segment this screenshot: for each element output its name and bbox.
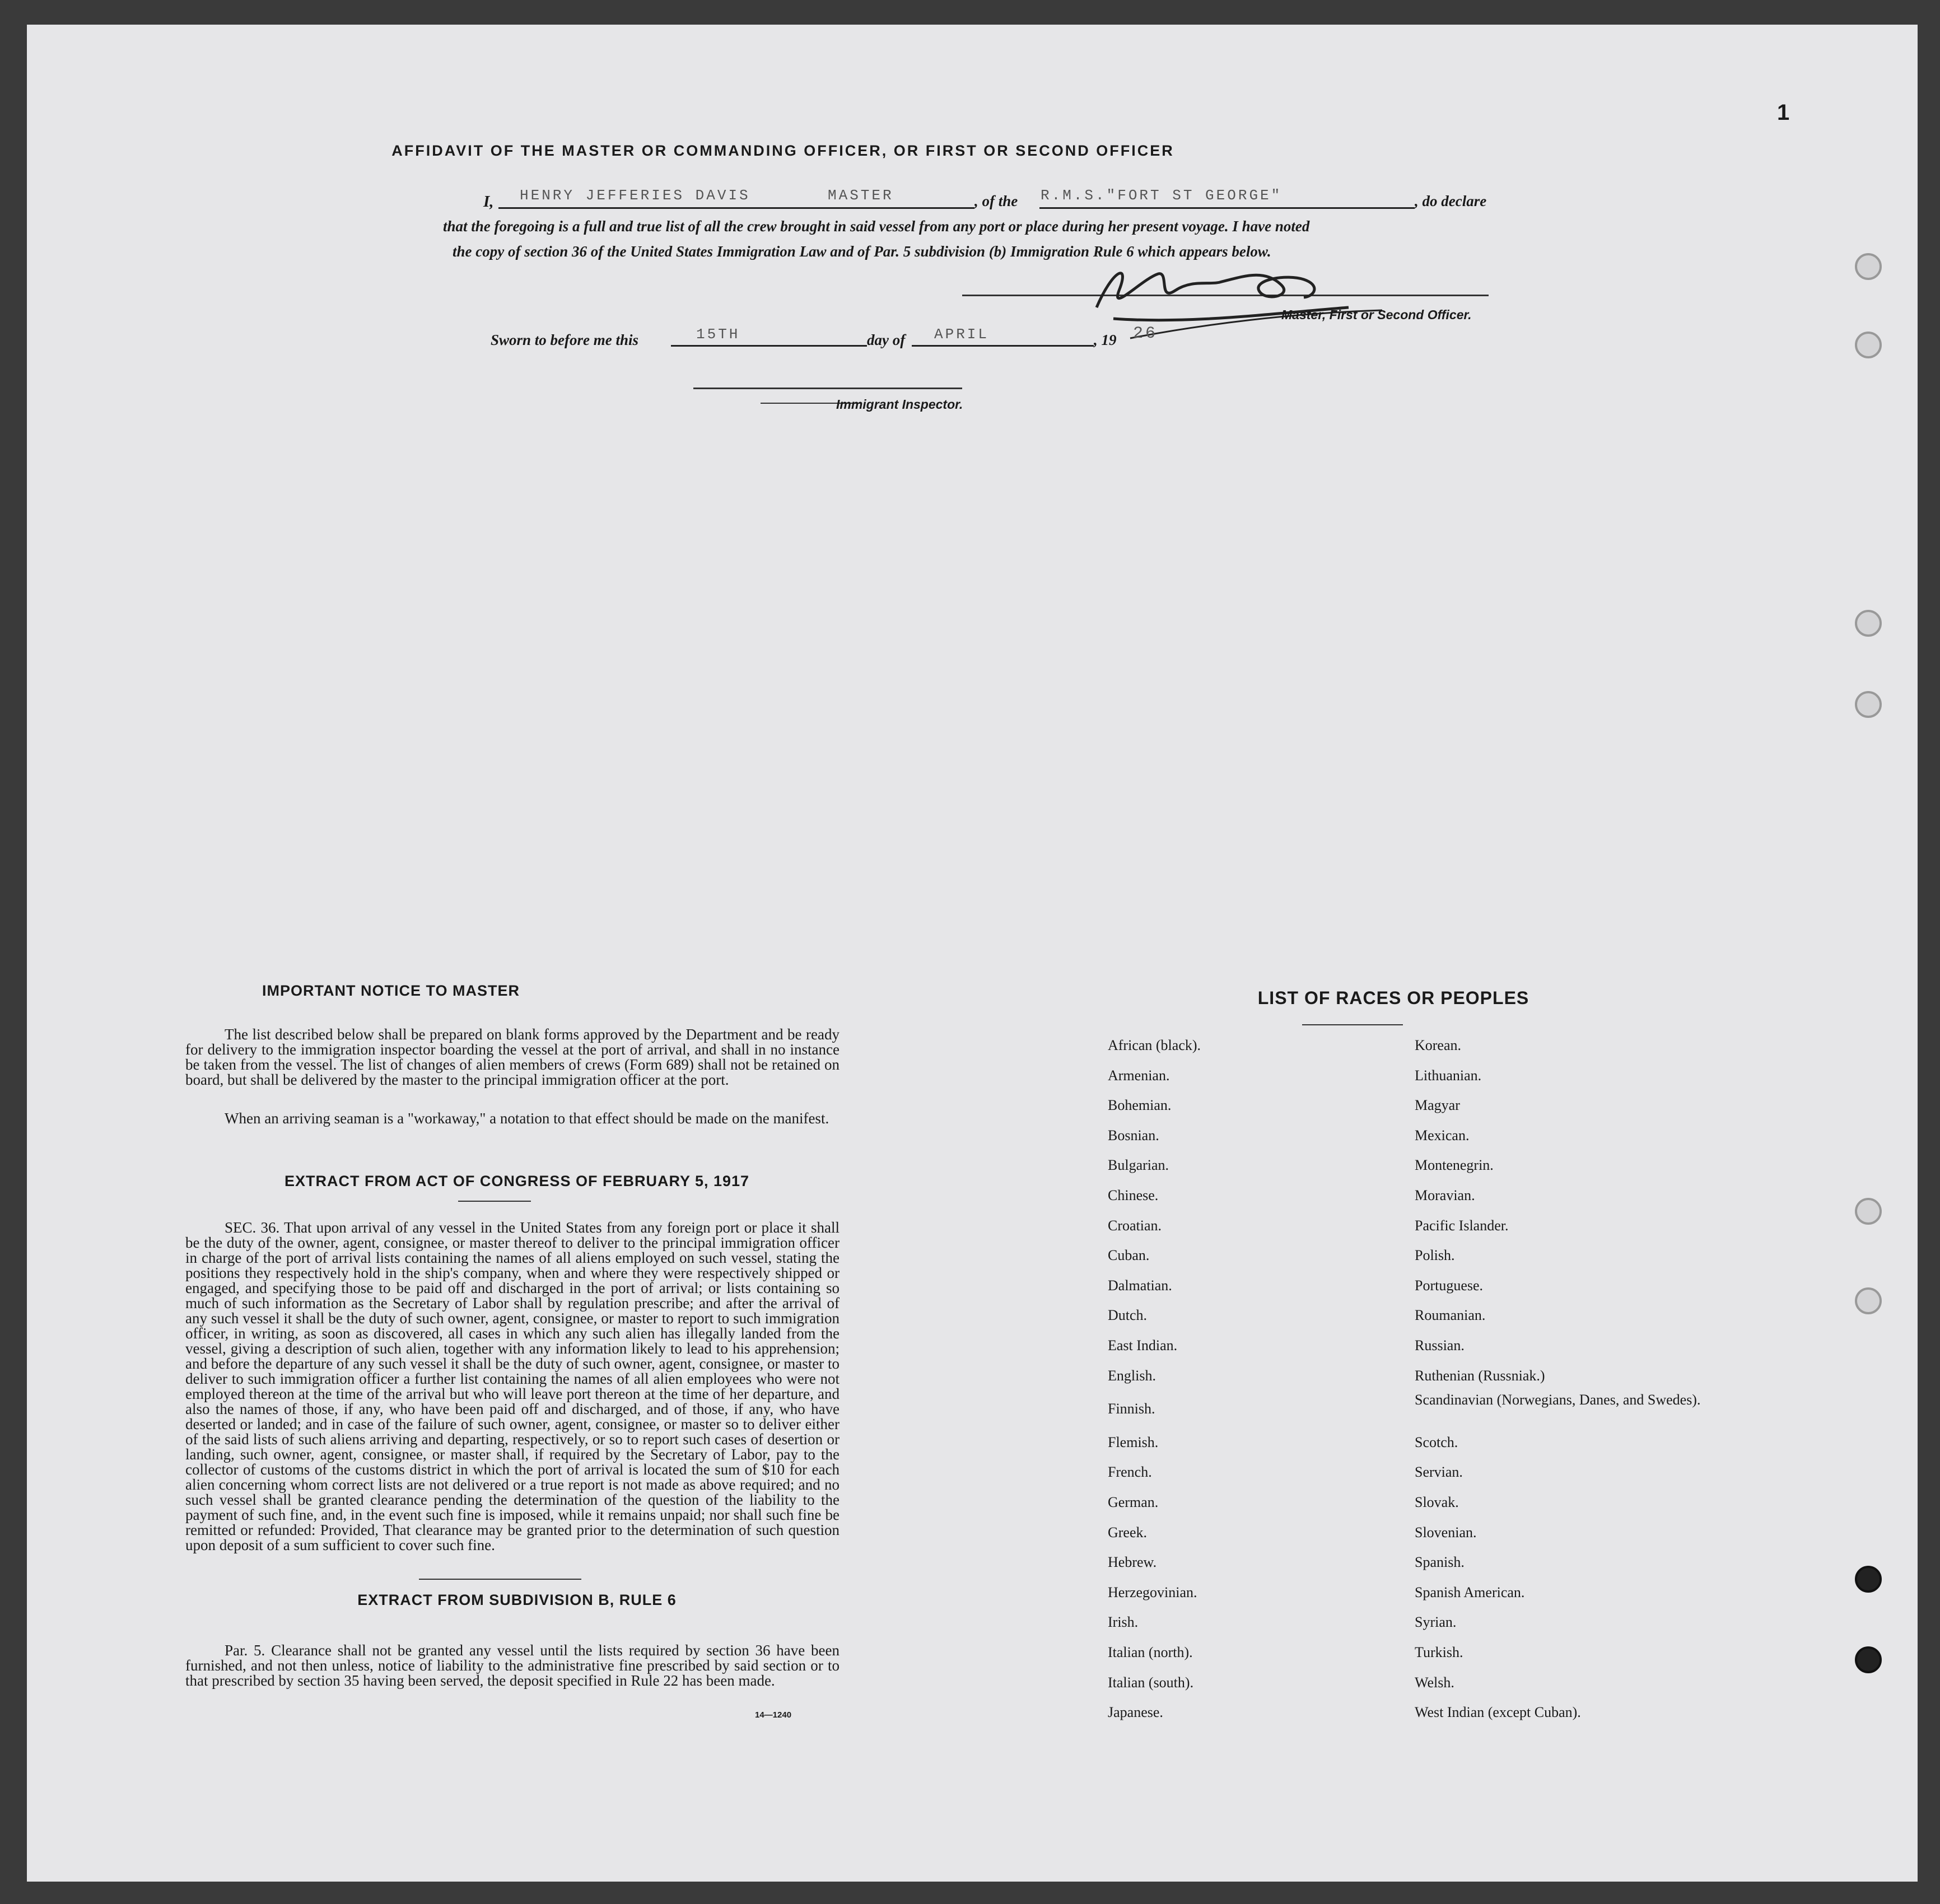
extract-2-text: Par. 5. Clearance shall not be granted any vessel until the lists required by section 36 have been furnished, and not then unless, notice of liability to the administrative fine prescribed by said section or to that prescribed by section 35 having been served, the deposit specified in Rule 22 has been made. [185, 1642, 840, 1689]
document-page [27, 25, 1918, 1882]
binding-hole [1855, 1287, 1882, 1314]
officer-rank: MASTER [828, 187, 894, 204]
race-item: Japanese. [1108, 1704, 1163, 1721]
race-item: African (black). [1108, 1037, 1201, 1053]
extract-2-title: EXTRACT FROM SUBDIVISION B, RULE 6 [357, 1592, 677, 1608]
officer-name: HENRY JEFFERIES DAVIS [520, 187, 750, 204]
race-item: Montenegrin. [1415, 1157, 1494, 1174]
race-item: Dalmatian. [1108, 1277, 1172, 1294]
declare-label: , do declare [1415, 193, 1487, 209]
day-of-label: day of [867, 332, 906, 348]
race-item: Bosnian. [1108, 1127, 1159, 1144]
race-item: German. [1108, 1494, 1159, 1510]
race-item: Servian. [1415, 1464, 1463, 1481]
race-item: Bohemian. [1108, 1097, 1172, 1114]
race-item: Chinese. [1108, 1187, 1159, 1203]
notice-paragraph-1: The list described below shall be prepared on blank forms approved by the Department and be ready for delivery to the immigration inspector boarding the vessel at the port of arrival, and shall in no instance be taken from the vessel. The list of changes of alien members of crews (Form 689) shall not be retained on board, but shall be delivered by the master to the principal immigration officer at the port. [185, 1026, 840, 1088]
race-item: Italian (south). [1108, 1674, 1194, 1691]
race-item: French. [1108, 1464, 1152, 1481]
race-item: Dutch. [1108, 1307, 1148, 1324]
race-item: Italian (north). [1108, 1644, 1193, 1660]
extract-1-title: EXTRACT FROM ACT OF CONGRESS OF FEBRUARY 5, 1917 [284, 1173, 750, 1189]
sworn-month: APRIL [934, 326, 990, 343]
inspector-signature-line [693, 388, 962, 389]
race-item: Roumanian. [1415, 1307, 1486, 1324]
race-item: Syrian. [1415, 1614, 1457, 1631]
race-item: Pacific Islander. [1415, 1217, 1509, 1234]
binding-hole [1855, 1646, 1882, 1673]
race-item: Flemish. [1108, 1434, 1159, 1450]
race-item: Irish. [1108, 1614, 1139, 1631]
race-item: Slovenian. [1415, 1524, 1477, 1541]
race-item: Polish. [1415, 1247, 1455, 1264]
affidavit-line-3: the copy of section 36 of the United States Immigration Law and of Par. 5 subdivision (b) Immigration Rule 6 which appears below. [453, 243, 1271, 260]
race-item: Turkish. [1415, 1644, 1463, 1660]
race-item: Magyar [1415, 1097, 1460, 1114]
binding-hole [1855, 1566, 1882, 1593]
year-prefix: , 19 [1094, 332, 1117, 348]
race-item: Spanish American. [1415, 1584, 1525, 1600]
binding-hole [1855, 253, 1882, 280]
race-item: Armenian. [1108, 1067, 1170, 1084]
race-item: Finnish. [1108, 1401, 1155, 1417]
races-title: LIST OF RACES OR PEOPLES [1257, 988, 1529, 1008]
affidavit-line-2: that the foregoing is a full and true list of all the crew brought in said vessel from any port or place during her present voyage. I have noted [443, 218, 1310, 235]
notice-title: IMPORTANT NOTICE TO MASTER [262, 982, 520, 999]
race-item: Russian. [1415, 1337, 1465, 1354]
binding-hole [1855, 691, 1882, 718]
race-item: Portuguese. [1415, 1277, 1484, 1294]
extract-1-text: SEC. 36. That upon arrival of any vessel in the United States from any foreign port or place it shall be the duty of the owner, agent, consignee, or master thereof to deliver to the principal immigration officer in charge of the port of arrival lists containing the names of all aliens employed on such vessel, stating the positions they respectively hold in the ship's company, when and where they were respectively shipped or engaged, and specifying those to be paid off and discharged in the port of arrival; or lists containing so much of such information as the Secretary of Labor shall by regulation prescribe; and after the arrival of any such vessel it shall be the duty of such owner, agent, consignee, or master to report to such immigration officer, in writing, as soon as discovered, all cases in which any such alien has illegally landed from the vessel, giving a description of such alien, together with any information likely to lead to his apprehension; and before the departure of any such vessel it shall be the duty of such owner, agent, consignee, or master to deliver to such immigration officer a further list containing the names of all alien employees who were not employed thereon at the time of the arrival but who will leave port thereon at the time of her departure, and also the names of those, if any, who have been paid off and discharged, and of those, if any, who have deserted or landed; and in case of the failure of such owner, agent, consignee, or master so to deliver either of the said lists of such aliens arriving and departing, respectively, or so to report such cases of desertion or landing, such owner, agent, consignee, or master shall, if required by the Secretary of Labor, pay to the collector of customs of the customs district in which the port of arrival is located the sum of $10 for each alien concerning whom correct lists are not delivered or a true report is not made as above required; and no such vessel shall be granted clearance pending the determination of the question of the liability to the payment of such fine, and, in the event such fine is imposed, while it remains unpaid; nor shall such fine be remitted or refunded: Provided, That clearance may be granted prior to the determination of such question upon deposit of a sum sufficient to cover such fine. [185, 1219, 840, 1553]
page-mark: 1 [1777, 100, 1790, 125]
race-item: Scotch. [1415, 1434, 1458, 1450]
race-item: Hebrew. [1108, 1554, 1157, 1571]
notice-paragraph-2: When an arriving seaman is a "workaway," a notation to that effect should be made on the manifest. [225, 1110, 829, 1127]
race-item: Korean. [1415, 1037, 1462, 1053]
binding-hole [1855, 332, 1882, 358]
race-item: Moravian. [1415, 1187, 1475, 1203]
race-item: East Indian. [1108, 1337, 1178, 1354]
vessel-name: R.M.S."FORT ST GEORGE" [1041, 187, 1283, 204]
inspector-caption: Immigrant Inspector. [836, 397, 963, 412]
binding-hole [1855, 1198, 1882, 1225]
race-item: Ruthenian (Russniak.) [1415, 1367, 1545, 1384]
sworn-month-line [912, 345, 1094, 347]
affidavit-title: AFFIDAVIT OF THE MASTER OR COMMANDING OFFICER, OR FIRST OR SECOND OFFICER [391, 142, 1174, 159]
name-line [498, 207, 974, 209]
of-the-label: , of the [974, 193, 1018, 209]
race-item: Scandinavian (Norwegians, Danes, and Swedes). [1415, 1392, 1701, 1408]
binding-hole [1855, 610, 1882, 637]
extract-2-divider [419, 1579, 581, 1580]
sworn-label: Sworn to before me this [491, 332, 639, 348]
race-item: Greek. [1108, 1524, 1148, 1541]
sworn-day: 15TH [696, 326, 740, 343]
vessel-line [1039, 207, 1415, 209]
race-item: Slovak. [1415, 1494, 1459, 1510]
year-suffix: 26 [1133, 324, 1158, 343]
i-label: I, [483, 193, 494, 211]
race-item: Welsh. [1415, 1674, 1454, 1691]
race-item: Lithuanian. [1415, 1067, 1482, 1084]
master-signature [1080, 257, 1393, 341]
race-item: Bulgarian. [1108, 1157, 1169, 1174]
races-divider [1302, 1024, 1403, 1025]
sworn-day-line [671, 345, 867, 347]
race-item: Herzegovinian. [1108, 1584, 1197, 1600]
race-item: Mexican. [1415, 1127, 1470, 1144]
race-item: Cuban. [1108, 1247, 1150, 1264]
signature-caption: Master, First or Second Officer. [1281, 307, 1472, 322]
race-item: English. [1108, 1367, 1156, 1384]
race-item: Croatian. [1108, 1217, 1162, 1234]
race-item: Spanish. [1415, 1554, 1465, 1571]
race-item: West Indian (except Cuban). [1415, 1704, 1581, 1721]
extract-1-divider [458, 1201, 531, 1202]
form-number: 14—1240 [755, 1710, 792, 1720]
